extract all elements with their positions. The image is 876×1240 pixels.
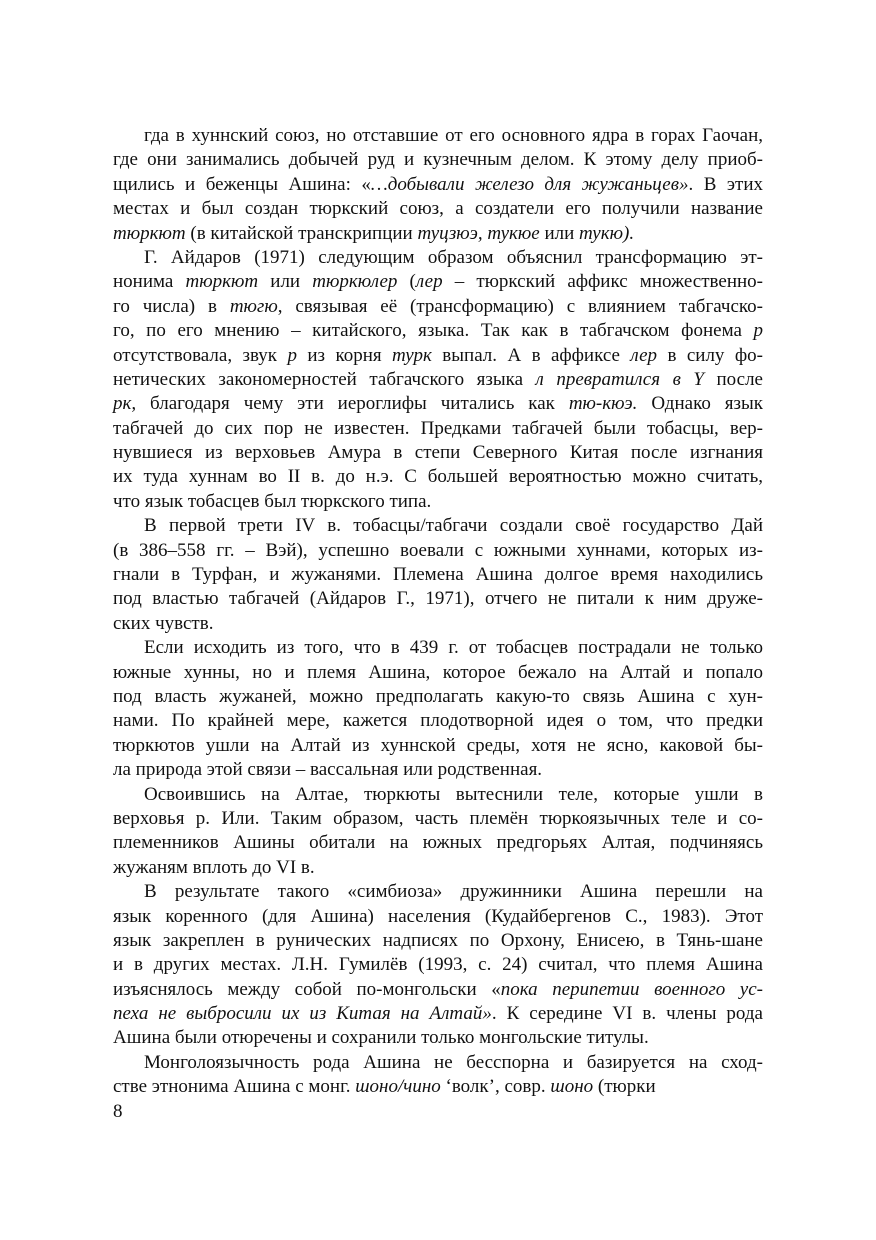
text-line (113, 880, 763, 904)
text-segment: отсутствовала, звук (113, 344, 288, 366)
text-line (113, 222, 763, 246)
text-segment: или (258, 271, 313, 293)
text-line (113, 929, 763, 953)
text-line (113, 441, 763, 465)
text-segment: – тюркский аффикс множественно- (442, 271, 763, 293)
text-line (113, 807, 763, 831)
text-segment: ла природа этой связи – вассальная или родственная. (113, 759, 543, 781)
italic-text: пока перипетии военного ус- (500, 978, 764, 1000)
italic-text: тукю). (579, 222, 635, 244)
text-segment: гда в хуннский союз, но отставшие от его основного ядра в горах Гаочан, (144, 125, 763, 146)
text-segment: . В этих (688, 173, 763, 195)
italic-text: шоно/чино (355, 1076, 441, 1098)
italic-text: р (287, 344, 297, 366)
text-segment: ( (397, 271, 416, 293)
text-segment: табгачей до сих пор не известен. Предками табгачей были тобасцы, вер- (113, 417, 763, 439)
italic-text: тюркют (113, 222, 186, 244)
text-line (113, 563, 763, 587)
italic-text: тюркют (185, 271, 259, 293)
text-segment: нонима (113, 271, 186, 293)
italic-text: лер (630, 344, 658, 366)
text-segment: В первой трети IV в. тобасцы/табгачи создали своё государство Дай (144, 515, 763, 537)
text-line (113, 270, 763, 294)
text-line (113, 124, 763, 148)
text-segment: язык коренного (для Ашина) населения (Кудайбергенов С., 1983). Этот (113, 905, 763, 927)
text-segment: (в китайской транскрипции (185, 222, 418, 244)
text-segment: Освоившись на Алтае, тюркюты вытеснили теле, которые ушли в (144, 783, 763, 805)
text-segment: го числа) в (113, 295, 230, 317)
text-line (113, 661, 763, 685)
text-line (113, 978, 763, 1002)
text-line (113, 490, 763, 514)
text-segment: их туда хуннам во II в. до н.э. С большей вероятностью можно считать, (113, 466, 763, 488)
text-line (113, 295, 763, 319)
text-segment: в силу фо- (657, 344, 763, 366)
paragraph-p4 (113, 636, 763, 782)
paragraph-p3 (113, 514, 763, 636)
text-segment: тюркютов ушли на Алтай из хуннской среды, хотя не ясно, каковой бы- (113, 734, 763, 756)
text-line (113, 514, 763, 538)
text-segment: верховья р. Или. Таким образом, часть племён тюркоязычных теле и со- (113, 807, 763, 829)
text-segment: го, по его мнению – китайского, языка. Так как в табгачском фонема (113, 320, 754, 342)
text-line (113, 246, 763, 270)
text-segment: местах и был создан тюркский союз, а создатели его получили название (113, 198, 763, 220)
text-line (113, 344, 763, 368)
text-line (113, 148, 763, 172)
text-line (113, 636, 763, 660)
text-segment: из корня (296, 344, 393, 366)
text-segment: Монголоязычность рода Ашина не бесспорна и базируется на сход- (144, 1051, 763, 1073)
italic-text: турк (392, 344, 432, 366)
text-segment: благодаря чему эти иероглифы читались как (136, 393, 569, 415)
text-segment: выпал. А в аффиксе (431, 344, 631, 366)
text-line (113, 197, 763, 221)
text-segment: южные хунны, но и племя Ашина, которое бежало на Алтай и попало (113, 661, 763, 683)
text-line (113, 709, 763, 733)
paragraph-p7 (113, 1051, 763, 1100)
text-segment: Однако язык (637, 393, 764, 415)
text-line (113, 685, 763, 709)
text-line (113, 734, 763, 758)
text-segment: племенников Ашины обитали на южных предгорьях Алтая, подчиняясь (113, 832, 763, 854)
text-line (113, 173, 763, 197)
text-segment: изъяснялось между собой по-монгольски « (113, 978, 501, 1000)
paragraph-p6 (113, 880, 763, 1051)
italic-text: туцзюэ, тукюе (417, 222, 540, 244)
text-segment: под властью табгачей (Айдаров Г., 1971), отчего не питали к ним друже- (113, 588, 763, 610)
italic-text: лер (415, 271, 443, 293)
text-segment: Ашина были отюречены и сохранили только монгольские титулы. (113, 1027, 649, 1049)
text-segment: (тюрки (593, 1076, 656, 1098)
text-line (113, 587, 763, 611)
italic-text: …добывали железо для жужаньцев» (370, 173, 689, 195)
text-line (113, 783, 763, 807)
text-segment: нами. По крайней мере, кажется плодотворной идея о том, что предки (113, 710, 763, 732)
text-line (113, 831, 763, 855)
text-line (113, 368, 763, 392)
paragraph-p5 (113, 783, 763, 881)
text-line (113, 1026, 763, 1050)
italic-text: пеха не выбросили их из Китая на Алтай» (113, 1003, 492, 1025)
text-segment: стве этнонима Ашина с монг. (113, 1076, 356, 1098)
text-segment: что язык тобасцев был тюркского типа. (113, 490, 432, 512)
text-line (113, 1075, 763, 1099)
text-segment: язык закреплен в рунических надписях по Орхону, Енисею, в Тянь-шане (113, 929, 763, 951)
text-segment: нетических закономерностей табгачского языка (113, 368, 536, 390)
page-body (113, 124, 763, 1100)
text-segment: или (539, 222, 580, 244)
text-line (113, 953, 763, 977)
text-line (113, 856, 763, 880)
text-line (113, 1002, 763, 1026)
text-line (113, 417, 763, 441)
italic-text: шоно (550, 1076, 594, 1098)
text-segment: и в других местах. Л.Н. Гумилёв (1993, с. 24) считал, что племя Ашина (113, 954, 763, 976)
text-segment: жужаням вплоть до VI в. (113, 856, 315, 878)
text-segment: нувшиеся из верховьев Амура в степи Северного Китая после изгнания (113, 442, 763, 464)
text-line (113, 758, 763, 782)
text-segment: . К середине VI в. члены рода (491, 1003, 763, 1025)
text-line (113, 612, 763, 636)
page-number: 8 (113, 1101, 123, 1122)
text-segment: ских чувств. (113, 612, 214, 634)
text-segment: , связывая её (трансформацию) с влиянием табгачско- (277, 295, 763, 317)
text-segment: где они занимались добычей руд и кузнечным делом. К этому делу приоб- (113, 149, 763, 171)
text-line (113, 539, 763, 563)
text-line (113, 905, 763, 929)
italic-text: тюркюлер (312, 271, 398, 293)
text-line (113, 319, 763, 343)
text-segment: щились и беженцы Ашина: « (113, 173, 371, 195)
text-segment: после (703, 368, 763, 390)
italic-text: р (753, 320, 763, 342)
text-segment: ‘волк’, совр. (440, 1076, 551, 1098)
text-segment: В результате такого «симбиоза» дружинники Ашина перешли на (144, 881, 763, 903)
paragraph-p1 (113, 124, 763, 246)
paragraph-p2 (113, 246, 763, 514)
italic-text: рк, (113, 393, 137, 415)
text-segment: Г. Айдаров (1971) следующим образом объяснил трансформацию эт- (144, 246, 763, 268)
italic-text: л превратился в Y (535, 368, 704, 390)
text-line (113, 392, 763, 416)
text-line (113, 465, 763, 489)
text-segment: под власть жужаней, можно предполагать какую-то связь Ашина с хун- (113, 685, 763, 707)
italic-text: тю-кюэ. (568, 393, 638, 415)
text-segment: Если исходить из того, что в 439 г. от тобасцев пострадали не только (144, 637, 763, 659)
text-line (113, 1051, 763, 1075)
text-segment: гнали в Турфан, и жужанями. Племена Ашина долгое время находились (113, 564, 763, 586)
text-segment: (в 386–558 гг. – Вэй), успешно воевали с южными хуннами, которых из- (113, 539, 763, 561)
italic-text: тюгю (229, 295, 278, 317)
